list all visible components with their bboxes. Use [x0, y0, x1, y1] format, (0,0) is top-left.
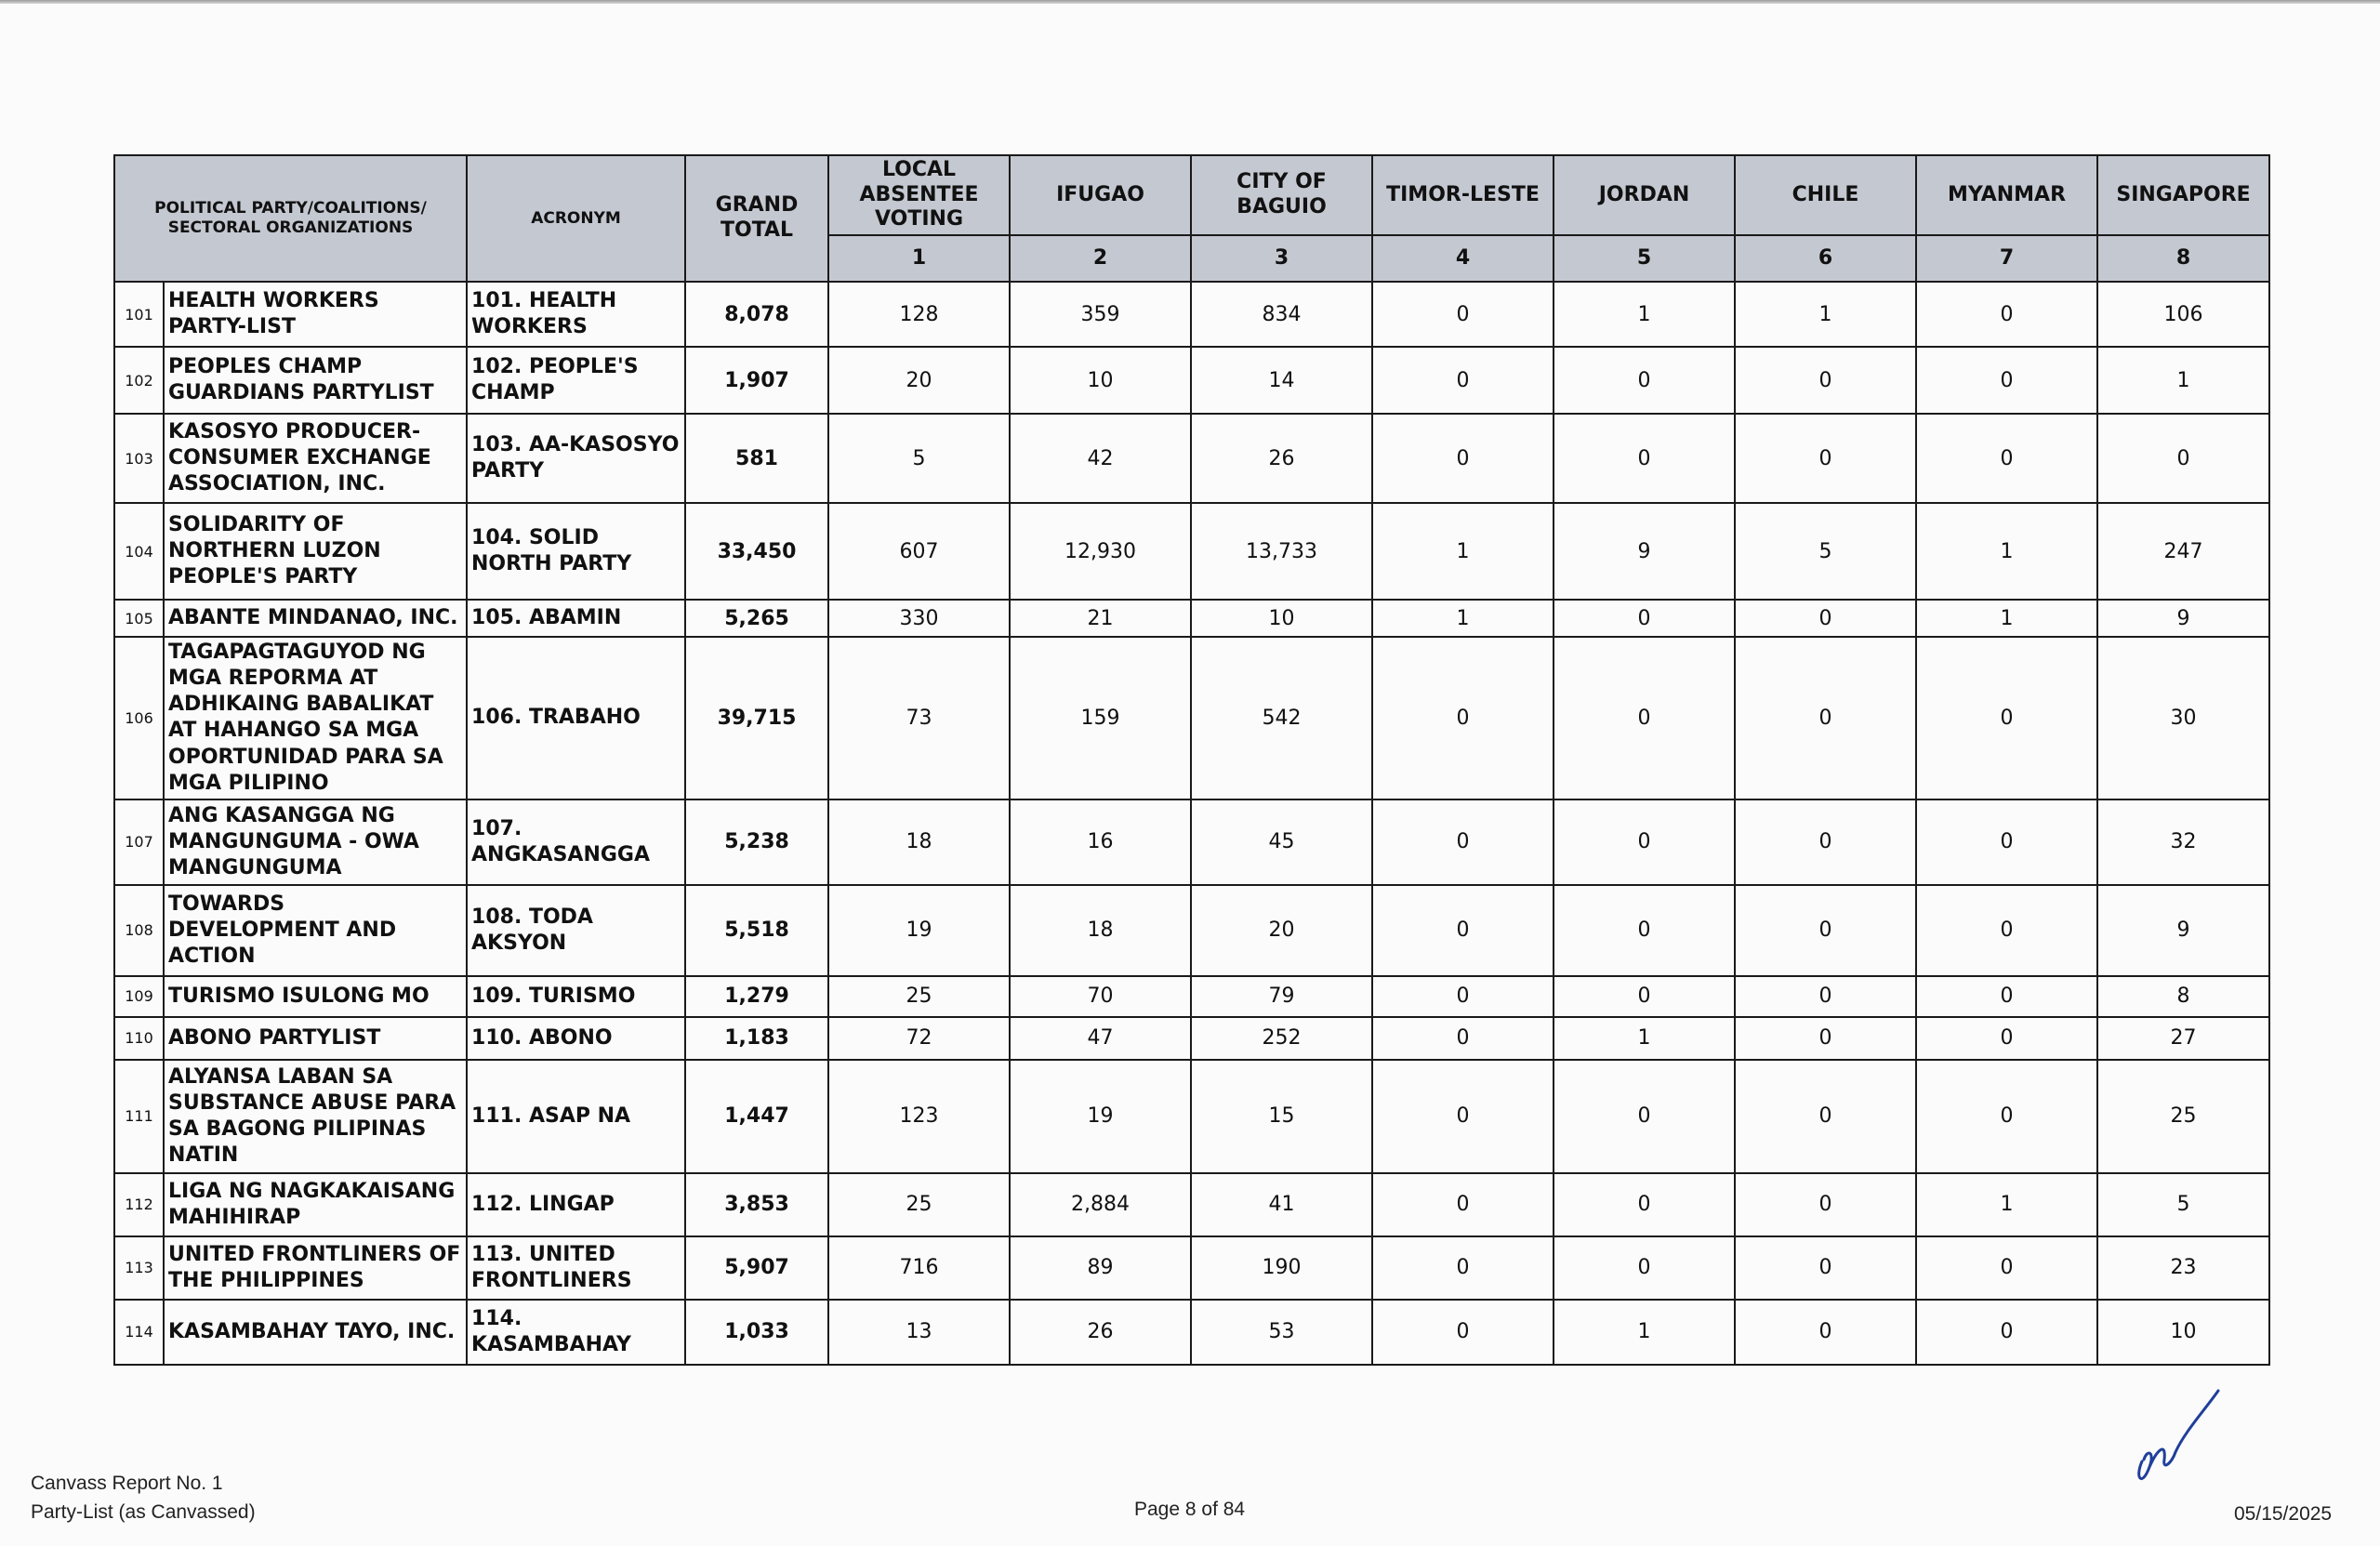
vote-count-col-3: 542 — [1191, 637, 1372, 799]
vote-count-col-5: 1 — [1554, 1017, 1735, 1060]
party-name: TURISMO ISULONG MO — [164, 976, 467, 1017]
row-number: 113 — [114, 1236, 164, 1300]
row-number: 114 — [114, 1300, 164, 1365]
signature-mark — [2129, 1385, 2231, 1487]
vote-count-col-4: 1 — [1372, 503, 1554, 600]
grand-total: 8,078 — [685, 282, 828, 347]
header-col-7: MYANMAR — [1916, 155, 2097, 235]
vote-count-col-3: 252 — [1191, 1017, 1372, 1060]
header-acronym: ACRONYM — [467, 155, 685, 282]
vote-count-col-1: 13 — [828, 1300, 1010, 1365]
vote-count-col-7: 0 — [1916, 637, 2097, 799]
vote-count-col-8: 25 — [2097, 1060, 2269, 1173]
table-row — [114, 503, 2269, 600]
vote-count-col-4: 0 — [1372, 885, 1554, 976]
party-name: TAGAPAGTAGUYOD NG MGA REPORMA AT ADHIKAING BABALIKAT AT HAHANGO SA MGA OPORTUNIDAD PARA SA MGA PILIPINO — [164, 637, 467, 799]
header-num-6: 6 — [1735, 235, 1916, 282]
table-row — [114, 976, 2269, 1017]
footer-report-title: Canvass Report No. 1 — [31, 1473, 223, 1494]
table-row — [114, 1017, 2269, 1060]
header-col-8: SINGAPORE — [2097, 155, 2269, 235]
grand-total: 33,450 — [685, 503, 828, 600]
footer-report-type: Party-List (as Canvassed) — [31, 1501, 256, 1523]
vote-count-col-5: 0 — [1554, 1060, 1735, 1173]
vote-count-col-5: 0 — [1554, 414, 1735, 503]
vote-count-col-8: 247 — [2097, 503, 2269, 600]
header-num-1: 1 — [828, 235, 1010, 282]
party-name: HEALTH WORKERS PARTY-LIST — [164, 282, 467, 347]
party-acronym: 110. ABONO — [467, 1017, 685, 1060]
header-col-1: LOCAL ABSENTEE VOTING — [828, 155, 1010, 235]
vote-count-col-3: 13,733 — [1191, 503, 1372, 600]
table-row — [114, 1060, 2269, 1173]
vote-count-col-2: 159 — [1010, 637, 1191, 799]
row-number: 109 — [114, 976, 164, 1017]
table-row — [114, 799, 2269, 885]
vote-count-col-6: 0 — [1735, 1236, 1916, 1300]
vote-count-col-6: 0 — [1735, 347, 1916, 414]
vote-count-col-3: 20 — [1191, 885, 1372, 976]
grand-total: 1,447 — [685, 1060, 828, 1173]
row-number: 102 — [114, 347, 164, 414]
vote-count-col-7: 0 — [1916, 1017, 2097, 1060]
grand-total: 5,907 — [685, 1236, 828, 1300]
party-acronym: 106. TRABAHO — [467, 637, 685, 799]
vote-count-col-8: 0 — [2097, 414, 2269, 503]
grand-total: 1,033 — [685, 1300, 828, 1365]
vote-count-col-6: 1 — [1735, 282, 1916, 347]
row-number: 108 — [114, 885, 164, 976]
canvass-table-container — [113, 154, 2268, 1366]
vote-count-col-1: 123 — [828, 1060, 1010, 1173]
vote-count-col-5: 1 — [1554, 282, 1735, 347]
vote-count-col-8: 9 — [2097, 885, 2269, 976]
vote-count-col-7: 1 — [1916, 600, 2097, 637]
table-row — [114, 1173, 2269, 1236]
vote-count-col-3: 15 — [1191, 1060, 1372, 1173]
party-acronym: 102. PEOPLE'S CHAMP — [467, 347, 685, 414]
vote-count-col-4: 0 — [1372, 414, 1554, 503]
vote-count-col-4: 0 — [1372, 976, 1554, 1017]
grand-total: 1,183 — [685, 1017, 828, 1060]
party-name: ABANTE MINDANAO, INC. — [164, 600, 467, 637]
vote-count-col-1: 607 — [828, 503, 1010, 600]
vote-count-col-6: 0 — [1735, 976, 1916, 1017]
vote-count-col-8: 5 — [2097, 1173, 2269, 1236]
vote-count-col-3: 45 — [1191, 799, 1372, 885]
grand-total: 5,518 — [685, 885, 828, 976]
table-row — [114, 600, 2269, 637]
row-number: 103 — [114, 414, 164, 503]
header-num-4: 4 — [1372, 235, 1554, 282]
vote-count-col-2: 2,884 — [1010, 1173, 1191, 1236]
party-name: LIGA NG NAGKAKAISANG MAHIHIRAP — [164, 1173, 467, 1236]
header-num-7: 7 — [1916, 235, 2097, 282]
table-header — [114, 155, 2269, 282]
vote-count-col-7: 0 — [1916, 799, 2097, 885]
vote-count-col-8: 30 — [2097, 637, 2269, 799]
vote-count-col-8: 8 — [2097, 976, 2269, 1017]
party-acronym: 101. HEALTH WORKERS — [467, 282, 685, 347]
vote-count-col-7: 0 — [1916, 1060, 2097, 1173]
vote-count-col-6: 5 — [1735, 503, 1916, 600]
vote-count-col-5: 0 — [1554, 1236, 1735, 1300]
vote-count-col-6: 0 — [1735, 799, 1916, 885]
vote-count-col-7: 0 — [1916, 885, 2097, 976]
vote-count-col-3: 53 — [1191, 1300, 1372, 1365]
vote-count-col-4: 0 — [1372, 1060, 1554, 1173]
header-num-3: 3 — [1191, 235, 1372, 282]
grand-total: 1,907 — [685, 347, 828, 414]
vote-count-col-6: 0 — [1735, 637, 1916, 799]
vote-count-col-1: 128 — [828, 282, 1010, 347]
header-col-5: JORDAN — [1554, 155, 1735, 235]
vote-count-col-2: 359 — [1010, 282, 1191, 347]
grand-total: 3,853 — [685, 1173, 828, 1236]
party-acronym: 114. KASAMBAHAY — [467, 1300, 685, 1365]
party-name: ALYANSA LABAN SA SUBSTANCE ABUSE PARA SA BAGONG PILIPINAS NATIN — [164, 1060, 467, 1173]
vote-count-col-5: 1 — [1554, 1300, 1735, 1365]
grand-total: 5,238 — [685, 799, 828, 885]
scan-top-edge — [0, 0, 2380, 4]
row-number: 104 — [114, 503, 164, 600]
table-row — [114, 414, 2269, 503]
vote-count-col-1: 716 — [828, 1236, 1010, 1300]
table-row — [114, 347, 2269, 414]
vote-count-col-3: 190 — [1191, 1236, 1372, 1300]
vote-count-col-6: 0 — [1735, 885, 1916, 976]
vote-count-col-3: 26 — [1191, 414, 1372, 503]
vote-count-col-2: 47 — [1010, 1017, 1191, 1060]
vote-count-col-4: 0 — [1372, 1236, 1554, 1300]
vote-count-col-7: 1 — [1916, 1173, 2097, 1236]
vote-count-col-5: 0 — [1554, 799, 1735, 885]
vote-count-col-2: 12,930 — [1010, 503, 1191, 600]
vote-count-col-6: 0 — [1735, 1300, 1916, 1365]
vote-count-col-4: 0 — [1372, 1017, 1554, 1060]
vote-count-col-1: 25 — [828, 976, 1010, 1017]
header-num-5: 5 — [1554, 235, 1735, 282]
table-body — [114, 282, 2269, 1365]
vote-count-col-2: 21 — [1010, 600, 1191, 637]
header-col-2: IFUGAO — [1010, 155, 1191, 235]
vote-count-col-6: 0 — [1735, 414, 1916, 503]
row-number: 107 — [114, 799, 164, 885]
vote-count-col-5: 0 — [1554, 885, 1735, 976]
grand-total: 5,265 — [685, 600, 828, 637]
vote-count-col-7: 1 — [1916, 503, 2097, 600]
header-col-3: CITY OF BAGUIO — [1191, 155, 1372, 235]
grand-total: 39,715 — [685, 637, 828, 799]
vote-count-col-8: 106 — [2097, 282, 2269, 347]
vote-count-col-3: 834 — [1191, 282, 1372, 347]
vote-count-col-1: 25 — [828, 1173, 1010, 1236]
vote-count-col-5: 0 — [1554, 600, 1735, 637]
party-acronym: 113. UNITED FRONTLINERS — [467, 1236, 685, 1300]
party-acronym: 108. TODA AKSYON — [467, 885, 685, 976]
row-number: 105 — [114, 600, 164, 637]
vote-count-col-5: 0 — [1554, 637, 1735, 799]
vote-count-col-8: 32 — [2097, 799, 2269, 885]
row-number: 106 — [114, 637, 164, 799]
vote-count-col-8: 27 — [2097, 1017, 2269, 1060]
vote-count-col-7: 0 — [1916, 347, 2097, 414]
header-num-8: 8 — [2097, 235, 2269, 282]
vote-count-col-1: 72 — [828, 1017, 1010, 1060]
row-number: 110 — [114, 1017, 164, 1060]
vote-count-col-3: 41 — [1191, 1173, 1372, 1236]
party-acronym: 111. ASAP NA — [467, 1060, 685, 1173]
vote-count-col-3: 79 — [1191, 976, 1372, 1017]
footer-page-number: Page 8 of 84 — [1134, 1499, 1246, 1520]
table-row — [114, 1300, 2269, 1365]
header-num-2: 2 — [1010, 235, 1191, 282]
grand-total: 581 — [685, 414, 828, 503]
vote-count-col-2: 19 — [1010, 1060, 1191, 1173]
vote-count-col-5: 0 — [1554, 976, 1735, 1017]
vote-count-col-8: 9 — [2097, 600, 2269, 637]
vote-count-col-6: 0 — [1735, 1173, 1916, 1236]
vote-count-col-6: 0 — [1735, 1017, 1916, 1060]
vote-count-col-6: 0 — [1735, 600, 1916, 637]
header-col-4: TIMOR-LESTE — [1372, 155, 1554, 235]
vote-count-col-3: 10 — [1191, 600, 1372, 637]
vote-count-col-2: 26 — [1010, 1300, 1191, 1365]
table-row — [114, 282, 2269, 347]
canvass-table — [113, 154, 2270, 1366]
party-acronym: 109. TURISMO — [467, 976, 685, 1017]
vote-count-col-1: 73 — [828, 637, 1010, 799]
grand-total: 1,279 — [685, 976, 828, 1017]
vote-count-col-6: 0 — [1735, 1060, 1916, 1173]
row-number: 101 — [114, 282, 164, 347]
party-name: KASOSYO PRODUCER-CONSUMER EXCHANGE ASSOCIATION, INC. — [164, 414, 467, 503]
party-name: UNITED FRONTLINERS OF THE PHILIPPINES — [164, 1236, 467, 1300]
row-number: 111 — [114, 1060, 164, 1173]
vote-count-col-1: 19 — [828, 885, 1010, 976]
party-acronym: 103. AA-KASOSYO PARTY — [467, 414, 685, 503]
table-row — [114, 637, 2269, 799]
vote-count-col-3: 14 — [1191, 347, 1372, 414]
vote-count-col-4: 0 — [1372, 1173, 1554, 1236]
vote-count-col-7: 0 — [1916, 414, 2097, 503]
vote-count-col-4: 0 — [1372, 799, 1554, 885]
table-row — [114, 1236, 2269, 1300]
vote-count-col-8: 23 — [2097, 1236, 2269, 1300]
vote-count-col-2: 89 — [1010, 1236, 1191, 1300]
party-acronym: 104. SOLID NORTH PARTY — [467, 503, 685, 600]
party-acronym: 107. ANGKASANGGA — [467, 799, 685, 885]
party-name: PEOPLES CHAMP GUARDIANS PARTYLIST — [164, 347, 467, 414]
vote-count-col-4: 1 — [1372, 600, 1554, 637]
vote-count-col-2: 16 — [1010, 799, 1191, 885]
party-name: ANG KASANGGA NG MANGUNGUMA - OWA MANGUNGUMA — [164, 799, 467, 885]
vote-count-col-7: 0 — [1916, 1300, 2097, 1365]
vote-count-col-4: 0 — [1372, 1300, 1554, 1365]
vote-count-col-2: 10 — [1010, 347, 1191, 414]
vote-count-col-5: 0 — [1554, 1173, 1735, 1236]
header-col-6: CHILE — [1735, 155, 1916, 235]
vote-count-col-8: 10 — [2097, 1300, 2269, 1365]
header-party: POLITICAL PARTY/COALITIONS/ SECTORAL ORGANIZATIONS — [114, 155, 467, 282]
vote-count-col-2: 42 — [1010, 414, 1191, 503]
party-name: TOWARDS DEVELOPMENT AND ACTION — [164, 885, 467, 976]
vote-count-col-5: 0 — [1554, 347, 1735, 414]
vote-count-col-4: 0 — [1372, 347, 1554, 414]
party-name: SOLIDARITY OF NORTHERN LUZON PEOPLE'S PARTY — [164, 503, 467, 600]
vote-count-col-4: 0 — [1372, 637, 1554, 799]
row-number: 112 — [114, 1173, 164, 1236]
vote-count-col-2: 70 — [1010, 976, 1191, 1017]
vote-count-col-1: 5 — [828, 414, 1010, 503]
footer-date: 05/15/2025 — [2234, 1503, 2333, 1525]
party-acronym: 112. LINGAP — [467, 1173, 685, 1236]
vote-count-col-7: 0 — [1916, 282, 2097, 347]
vote-count-col-1: 330 — [828, 600, 1010, 637]
party-name: ABONO PARTYLIST — [164, 1017, 467, 1060]
vote-count-col-2: 18 — [1010, 885, 1191, 976]
vote-count-col-1: 20 — [828, 347, 1010, 414]
vote-count-col-5: 9 — [1554, 503, 1735, 600]
vote-count-col-7: 0 — [1916, 976, 2097, 1017]
vote-count-col-4: 0 — [1372, 282, 1554, 347]
vote-count-col-7: 0 — [1916, 1236, 2097, 1300]
vote-count-col-1: 18 — [828, 799, 1010, 885]
party-acronym: 105. ABAMIN — [467, 600, 685, 637]
table-row — [114, 885, 2269, 976]
party-name: KASAMBAHAY TAYO, INC. — [164, 1300, 467, 1365]
header-grand-total: GRAND TOTAL — [685, 155, 828, 282]
vote-count-col-8: 1 — [2097, 347, 2269, 414]
